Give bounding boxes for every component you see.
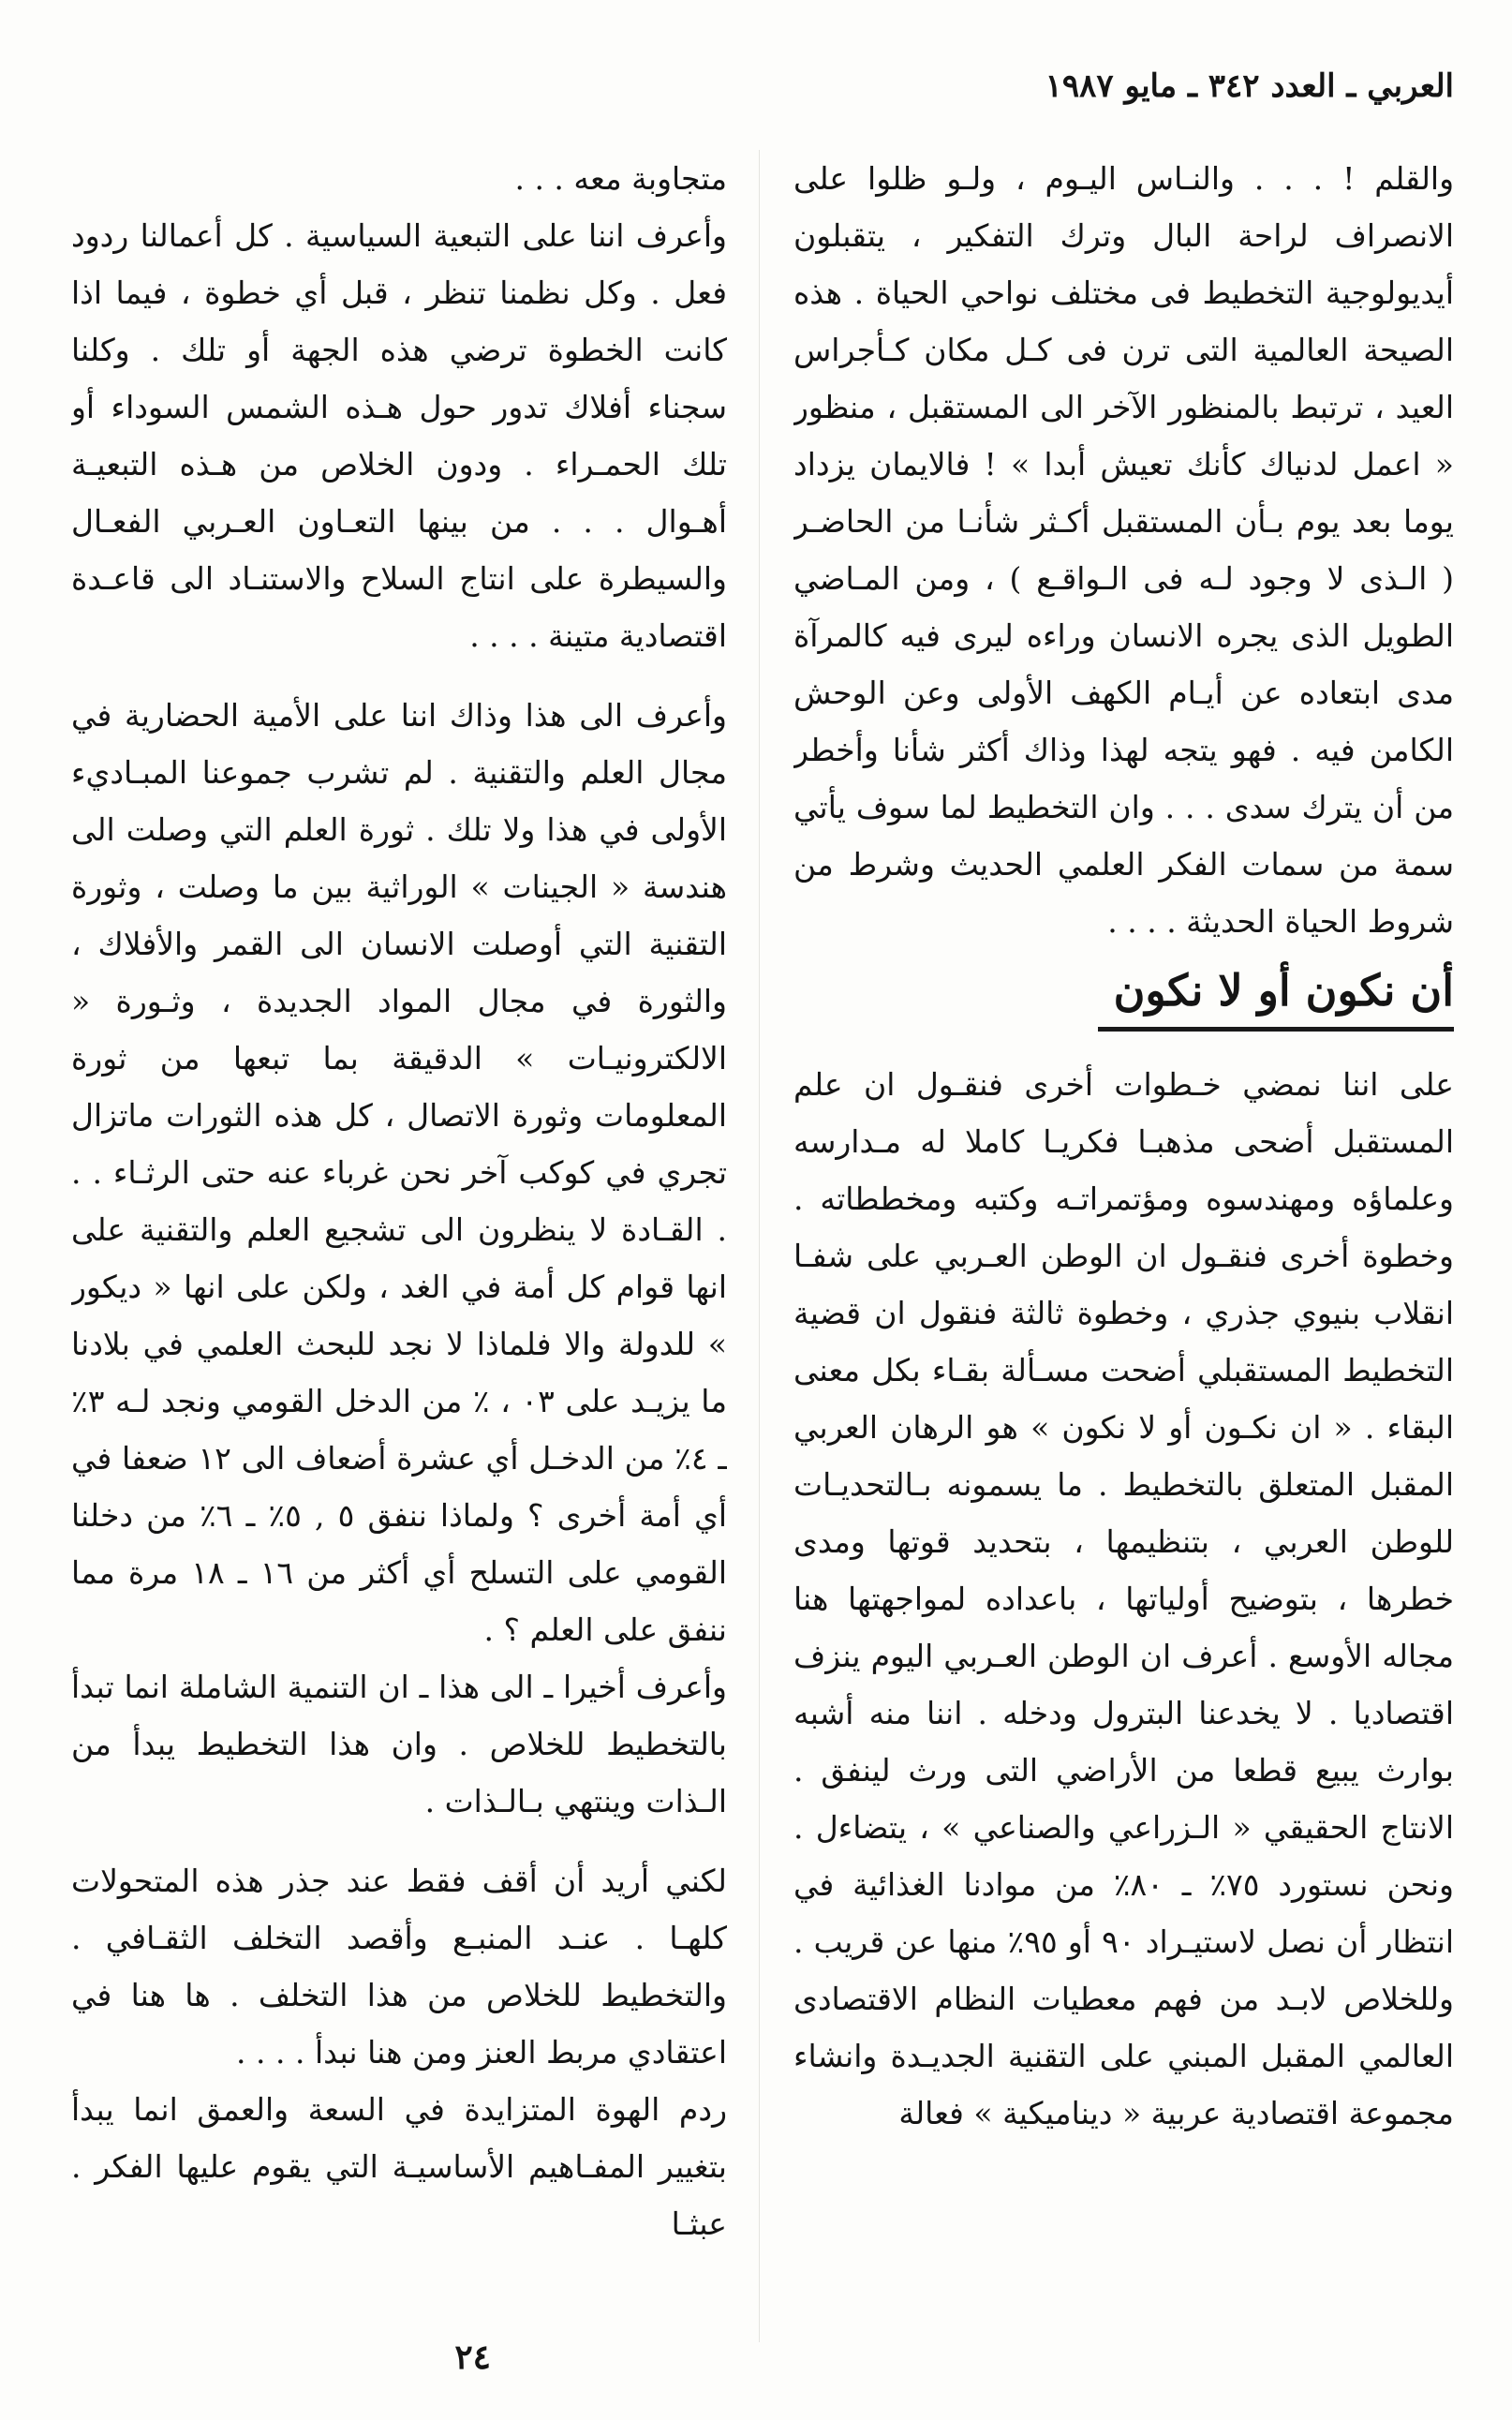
page-number: ٢٤ xyxy=(454,2338,491,2377)
body-paragraph: وأعرف اننا على التبعية السياسية . كل أعمالنا ردود فعل . وكل نظمنا تنظر ، قبل أي خطوة ، فيما اذا كانت الخطوة ترضي هذه الجهة أو تلك . وكلنا سجناء أفلاك تدور حول هـذه الشمس السوداء أو تلك الحمـراء . ودون الخلاص من هـذه التبعيـة أهـوال . . . من بينها التعـاون العـربي الفعـال والسيطرة على انتاج السلاح والاستنـاد الى قاعـدة اقتصادية متينة . . . . xyxy=(71,217,727,654)
running-header: العربي ـ العدد ٣٤٢ ـ مايو ١٩٨٧ xyxy=(1045,67,1454,105)
body-paragraph: وأعرف الى هذا وذاك اننا على الأمية الحضارية في مجال العلم والتقنية . لم تشرب جموعنا المبـاديء الأولى في هذا ولا تلك . ثورة العلم التي وصلت الى هندسة « الجينات » الوراثية بين ما وصلت ، وثورة التقنية التي أوصلت الانسان الى القمر والأفلاك ، والثورة في مجال المواد الجديدة ، وثـورة « الالكترونيـات » الدقيقة بما تبعها من ثورة المعلومات وثورة الاتصال ، كل هذه الثورات ماتزال تجري في كوكب آخر نحن غرباء عنه حتى الرثـاء . . . القـادة لا ينظرون الى تشجيع العلم والتقنية على انها قوام كل أمة في الغد ، ولكن على انها « ديكور » للدولة والا فلماذا لا نجد للبحث العلمي في بلادنا ما يزيـد على ٠٣ ، ٪ من الدخل القومي ونجد لـه ٣٪ ـ ٤٪ من الدخـل أي عشرة أضعاف الى ١٢ ضعفا في أي أمة أخرى ؟ ولماذا ننفق ٥ , ٥٪ ـ ٦٪ من دخلنا القومي على التسلح أي أكثر من ١٦ ـ ١٨ مرة مما ننفق على العلم ؟ . xyxy=(71,697,727,1648)
body-paragraph: ردم الهوة المتزايدة في السعة والعمق انما يبدأ بتغيير المفـاهيم الأساسيـة التي يقوم عليها الفكر . عبثـا xyxy=(71,2091,727,2242)
body-paragraph: على اننا نمضي خـطوات أخرى فنقـول ان علم المستقبل أضحى مذهبـا فكريـا كاملا له مـدارسه وعلماؤه ومهندسوه ومؤتمراتـه وكتبه ومخططاته . وخطوة أخرى فنقـول ان الوطن العـربي على شفـا انقلاب بنيوي جذري ، وخطوة ثالثة فنقول ان قضية التخطيط المستقبلي أضحت مسـألة بقـاء بكل معنى البقاء . « ان نكـون أو لا نكون » هو الرهان العربي المقبل المتعلق بالتخطيط . ما يسمونه بـالتحديـات للوطن العربي ، بتنظيمها ، بتحديد قوتها ومدى خطرها ، بتوضيح أولياتها ، باعداده لمواجهتها هنا مجاله الأوسع . أعرف ان الوطن العـربي اليوم ينزف اقتصاديا . لا يخدعنا البترول ودخله . اننا منه أشبه بوارث يبيع قطعا من الأراضي التى ورث لينفق . الانتاج الحقيقي « الـزراعي والصناعي » ، يتضاءل . ونحن نستورد ٧٥٪ ـ ٨٠٪ من موادنا الغذائية في انتظار أن نصل لاستيـراد ٩٠ أو ٩٥٪ منها عن قريب . وللخلاص لابـد من فهم معطيات النظام الاقتصادى العالمي المقبل المبني على التقنية الجديـدة وانشاء مجموعة اقتصادية عربية « ديناميكية » فعالة xyxy=(793,1066,1454,2131)
right-column xyxy=(793,150,1454,2342)
column-gutter xyxy=(759,150,760,2342)
body-paragraph: متجاوبة معه . . . xyxy=(514,160,727,197)
section-heading: أن نكون أو لا نكون xyxy=(1098,956,1454,1032)
body-paragraph: والقلم ! . . . والنـاس اليـوم ، ولـو ظلوا على الانصراف لراحة البال وترك التفكير ، يتقبلون أيديولوجية التخطيط فى مختلف نواحي الحياة . هذه الصيحة العالمية التى ترن فى كـل مكان كـأجراس العيد ، ترتبط بالمنظور الآخر الى المستقبل ، منظور « اعمل لدنياك كأنك تعيش أبدا » ! فالايمان يزداد يوما بعد يوم بـأن المستقبل أكـثر شأنـا من الحاضـر ( الـذى لا وجود لـه فى الـواقـع ) ، ومن المـاضي الطويل الذى يجره الانسان وراءه ليرى فيه كالمرآة مدى ابتعاده عن أيـام الكهف الأولى وعن الوحش الكامن فيه . فهو يتجه لهذا وذاك أكثر شأنا وأخطر من أن يترك سدى . . . وان التخطيط لما سوف يأتي سمة من سمات الفكر العلمي الحديث وشرط من شروط الحياة الحديثة . . . . xyxy=(793,160,1454,940)
body-paragraph: وأعرف أخيرا ـ الى هذا ـ ان التنمية الشاملة انما تبدأ بالتخطيط للخلاص . وان هذا التخطيط يبدأ من الـذات وينتهي بـالـذات . xyxy=(71,1669,727,1819)
body-paragraph: لكني أريد أن أقف فقط عند جذر هذه المتحولات كلهـا . عنـد المنبـع وأقصد التخلف الثقـافي . والتخطيط للخلاص من هذا التخلف . ها هنا في اعتقادي مربط العنز ومن هنا نبدأ . . . . xyxy=(71,1863,727,2071)
left-column xyxy=(71,150,727,2342)
